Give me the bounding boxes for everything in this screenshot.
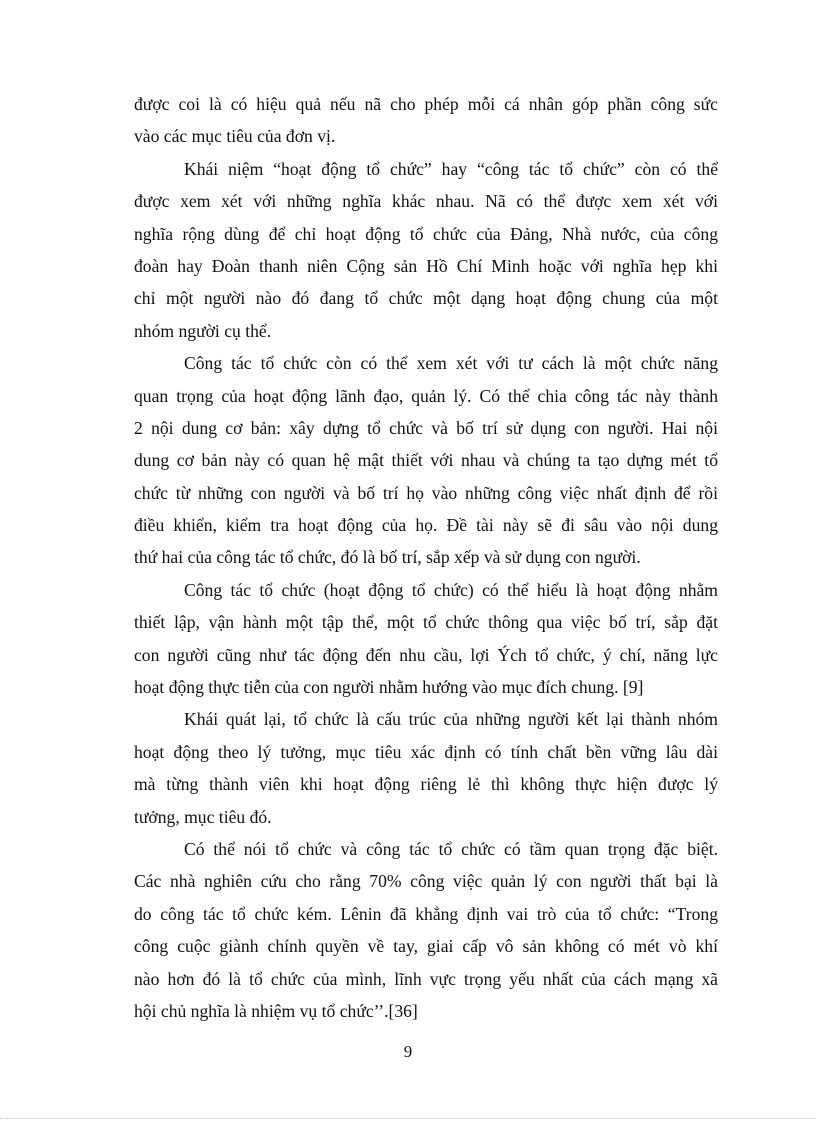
page-number: 9 [403,1042,413,1061]
text-line: được xem xét với những nghĩa khác nhau. Nã có thể được xem xét với [134,191,718,212]
text-line: nhóm người cụ thể. [134,320,272,341]
text-line: Khái quát lại, tổ chức là cấu trúc của những người kết lại thành nhóm [184,709,718,730]
text-line: do công tác tổ chức kém. Lênin đã khẳng định vai trò của tổ chức: “Trong [134,903,718,924]
text-line: hoạt động thực tiễn của con người nhằm hướng vào mục đích chung. [9] [134,677,644,698]
text-line: chức từ những con người và bố trí họ vào những công việc nhất định để rồi [134,482,718,503]
text-line: mà từng thành viên khi hoạt động riêng lẻ thì không thực hiện được lý [134,774,718,795]
text-line: hội chủ nghĩa là nhiệm vụ tổ chức’’.[36] [134,1000,418,1021]
text-line: hoạt động theo lý tưởng, mục tiêu xác định có tính chất bền vững lâu dài [134,741,718,762]
text-line: đoàn hay Đoàn thanh niên Cộng sản Hồ Chí Minh hoặc với nghĩa hẹp khi [134,255,718,276]
text-line: Công tác tổ chức (hoạt động tổ chức) có thể hiểu là hoạt động nhằm [184,579,718,600]
text-line: dung cơ bản này có quan hệ mật thiết với nhau và chúng ta tạo dựng mét tổ [134,450,718,471]
page-footer-divider [0,1118,816,1119]
text-line: chỉ một người nào đó đang tổ chức một dạng hoạt động chung của một [134,288,718,309]
text-line: Công tác tổ chức còn có thể xem xét với tư cách là một chức năng [184,353,718,374]
text-line: Các nhà nghiên cứu cho rằng 70% công việc quản lý con người thất bại là [134,871,718,892]
text-line: công cuộc giành chính quyền về tay, giai cấp vô sản không có mét vò khí [134,936,718,957]
text-line: thiết lập, vận hành một tập thể, một tổ chức thông qua việc bố trí, sắp đặt [134,612,718,633]
text-line: con người cũng như tác động đến nhu cầu, lợi Ých tổ chức, ý chí, năng lực [134,644,718,665]
text-line: Khái niệm “hoạt động tổ chức” hay “công tác tổ chức” còn có thể [184,158,718,179]
text-line: quan trọng của hoạt động lãnh đạo, quản lý. Có thể chia công tác này thành [134,385,718,406]
text-line: điều khiển, kiểm tra hoạt động của họ. Đề tài này sẽ đi sâu vào nội dung [134,515,718,536]
text-line: vào các mục tiêu của đơn vị. [134,126,336,147]
text-line: nghĩa rộng dùng để chỉ hoạt động tổ chức của Đảng, Nhà nước, của công [134,223,718,244]
text-line: thứ hai của công tác tổ chức, đó là bố trí, sắp xếp và sử dụng con người. [134,547,641,568]
text-line: tưởng, mục tiêu đó. [134,806,272,827]
text-line: Có thể nói tổ chức và công tác tổ chức có tầm quan trọng đặc biệt. [184,838,718,859]
text-line: 2 nội dung cơ bản: xây dựng tổ chức và bố trí sử dụng con người. Hai nội [134,417,718,438]
text-line: nào hơn đó là tổ chức của mình, lĩnh vực trọng yếu nhất của cách mạng xã [134,968,718,989]
text-line: được coi là có hiệu quả nếu nã cho phép mỗi cá nhân góp phần công sức [134,94,718,114]
document-body [134,88,718,1027]
